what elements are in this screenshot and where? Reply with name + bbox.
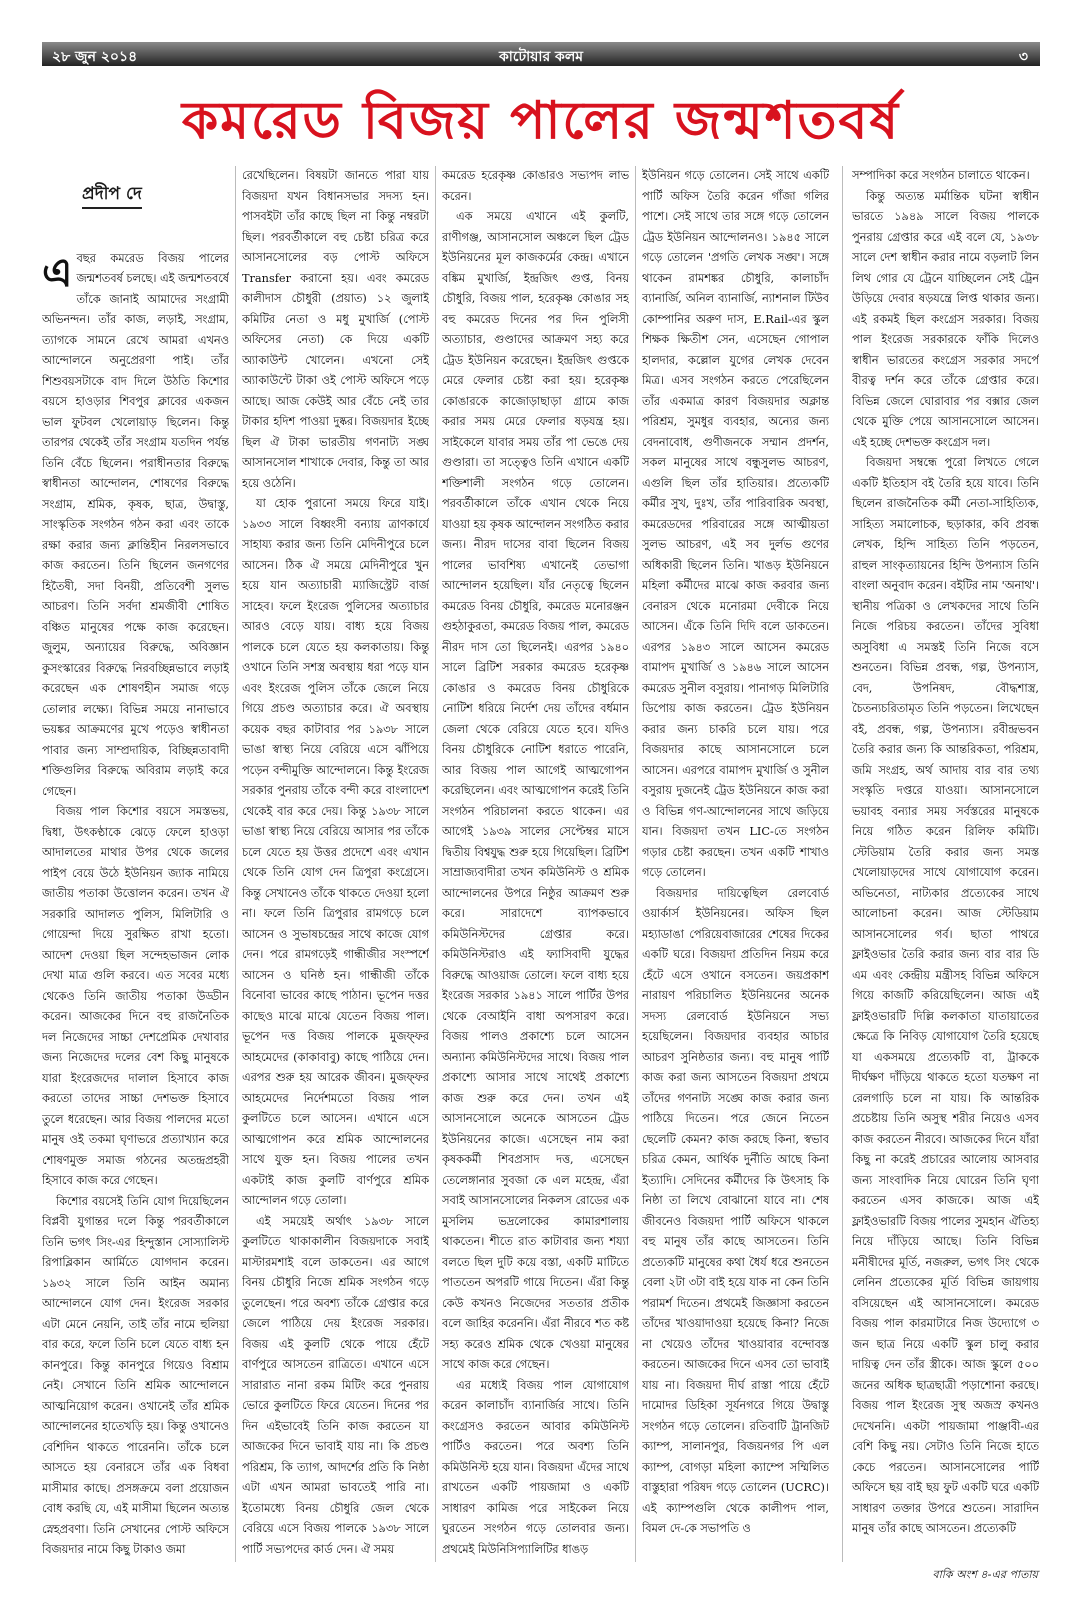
- paragraph: যা হোক পুরানো সময়ে ফিরে যাই। ১৯৩৩ সালে বিধ্বংসী বন্যায় ত্রাণকার্যে সাহায্য করার জন্য তিনি মেদিনীপুরে চলে আসেন। ঠিক ঐ সময়ে মেদিনীপুরে খুন হয়ে যান অত্যাচারী ম্যাজিস্ট্রেট বার্জ সাহেব। ফলে ইংরেজ পুলিসের অত্যাচার আরও বেড়ে যায়। বাধ্য হয়ে বিজয় পালকে চলে যেতে হয় কলকাতায়। কিন্তু ওখানে তিনি সশস্ত্র অবস্থায় ধরা পড়ে যান এবং ইংরেজ পুলিস তাঁকে জেলে নিয়ে গিয়ে প্রচণ্ড অত্যাচার করে। ঐ অবস্থায় কয়েক বছর কাটাবার পর ১৯৩৮ সালে ভাঙা স্বাস্থ্য নিয়ে বেরিয়ে এসে ঝাঁপিয়ে পড়েন বন্দীমুক্তি আন্দোলনে। কিন্তু ইংরেজ সরকার পুনরায় তাঁকে বন্দী করে বাংলাদেশ থেকেই বার করে দেয়। কিন্তু ১৯৩৮ সালে ভাঙা স্বাস্থ্য নিয়ে বেরিয়ে আসার পর তাঁকে চলে যেতে হয় উত্তর প্রদেশে এবং এখান থেকে তিনি যোগ দেন ত্রিপুরা কংগ্রেসে। কিন্তু সেখানেও তাঁকে থাকতে দেওয়া হলো না। ফলে তিনি ত্রিপুরার রামগড়ে চলে আসেন ও সুভাষচন্দ্রের সাথে কাজে যোগ দেন। পরে রামগড়েই গান্ধীজীর সংস্পর্শে আসেন ও ঘনিষ্ঠ হন। গান্ধীজী তাঁকে বিনোবা ভাবের কাছে পাঠান। ভূপেন দত্তর কাছেও মাঝে মাঝে যেতেন বিজয় পাল। ভূপেন দত্ত বিজয় পালকে মুজফ্ফর আহমেদের (কাকাবাবু) কাছে পাঠিয়ে দেন। এরপর শুরু হয় আরেক জীবন। মুজফ্ফর আহমেদের নির্দেশমতো বিজয় পাল কুলটিতে চলে আসেন। এখানে এসে আত্মগোপন করে শ্রমিক আন্দোলনের সাথে যুক্ত হন। বিজয় পালের তখন একটাই কাজ কুলটি বার্ণপুরে শ্রমিক আন্দোলন গড়ে তোলা।: [242, 497, 429, 1207]
- paragraph: এই সময়েই অর্থাৎ ১৯৩৮ সালে কুলটিতে থাকাকালীন বিজয়দাকে সবাই মাস্টারমশাই বলে ডাকতেন। এর আগে বিনয় চৌধুরি নিজে শ্রমিক সংগঠন গড়ে তুলেছেন। পরে অবশ্য তাঁকে গ্রেপ্তার করে জেলে পাঠিয়ে দেয় ইংরেজ সরকার। বিজয় এই কুলটি থেকে পায়ে হেঁটে বার্ণপুরে আসতেন রাত্রিতে। এখানে এসে সারারাত নানা রকম মিটিং করে পুনরায় ভোরে কুলটিতে ফিরে যেতেন। দিনের পর দিন এইভাবেই তিনি কাজ করতেন যা আজকের দিনে ভাবাই যায় না। কি প্রচণ্ড পরিশ্রম, কি ত্যাগ, আদর্শের প্রতি কি নিষ্ঠা এটা এখন আমরা ভাবতেই পারি না। ইতোমধ্যে বিনয় চৌধুরি জেল থেকে বেরিয়ে এসে বিজয় পালকে ১৯৩৮ সালে পার্টি সভ্যপদের কার্ড দেন। ঐ সময়: [242, 1214, 429, 1556]
- column-divider: [635, 166, 636, 1562]
- paragraph: সম্পাদিকা করে সংগঠন চালাতে থাকেন।: [852, 169, 1030, 182]
- column-divider: [435, 166, 436, 1562]
- column-4: [642, 166, 829, 1562]
- column-5: [852, 166, 1039, 1562]
- paragraph: কিন্তু অত্যন্ত মর্মান্তিক ঘটনা স্বাধীন ভারতে ১৯৪৯ সালে বিজয় পালকে পুনরায় গ্রেপ্তার করে এই বলে যে, ১৯৩৮ সালে দেশ স্বাধীন করার নামে বড়লাট লিন লিথ গোর যে ট্রেনে যাচ্ছিলেন সেই ট্রেন উড়িয়ে দেবার ষড়যন্ত্রে লিপ্ত থাকার জন্য। এই রকমই ছিল কংগ্রেস সরকার। বিজয় পাল ইংরেজ সরকারকে ফাঁকি দিলেও স্বাধীন ভারতের কংগ্রেস সরকার সদর্পে বীরত্ব দর্শন করে তাঁকে গ্রেপ্তার করে। বিভিন্ন জেলে ঘোরাবার পর বক্সার জেল থেকে মুক্তি পেয়ে আসানসোলে আসেন। এই হচ্ছে দেশভক্ত কংগ্রেস দল।: [852, 189, 1039, 449]
- column-divider: [235, 166, 236, 1562]
- paragraph: এক সময়ে এখানে এই কুলটি, রাণীগঞ্জ, আসানসোল অঞ্চলে ছিল ট্রেড ইউনিয়নের মূল কাজকর্মের কেন্দ্র। এখানে বঙ্কিম মুখার্জি, ইন্দ্রজিৎ গুপ্ত, বিনয় চৌধুরি, বিজয় পাল, হরেকৃষ্ণ কোঙার সহ বহু কমরেড দিনের পর দিন পুলিসী অত্যাচার, গুণ্ডাদের আক্রমণ সহ্য করে ট্রেড ইউনিয়ন করেছেন। ইন্দ্রজিৎ গুপ্তকে মেরে ফেলার চেষ্টা করা হয়। হরেকৃষ্ণ কোঙারকে কাজোড়াছাড়া গ্রামে কাজ করার সময় মেরে ফেলার ষড়যন্ত্র হয়। সাইকেলে যাবার সময় তাঁর পা ভেঙে দেয় গুণ্ডারা। তা সত্ত্বেও তিনি এখানে একটি শক্তিশালী সংগঠন গড়ে তোলেন। পরবর্তীকালে তাঁকে এখান থেকে নিয়ে যাওয়া হয় কৃষক আন্দোলন সংগঠিত করার জন্য। নীরদ দাসের বাবা ছিলেন বিজয় পালের ভাবশিষ্য এখানেই তেভাগা আন্দোলন হয়েছিল। যাঁর নেতৃত্বে ছিলেন কমরেড বিনয় চৌধুরি, কমরেড মনোরঞ্জন গুহঠাকুরতা, কমরেড বিজয় পাল, কমরেড নীরদ দাস তো ছিলেনই। এরপর ১৯৪০ সালে ব্রিটিশ সরকার কমরেড হরেকৃষ্ণ কোঙার ও কমরেড বিনয় চৌধুরিকে নোটিশ ধরিয়ে নির্দেশ দেয় তাঁদের বর্ধমান জেলা থেকে বেরিয়ে যেতে হবে। যদিও বিনয় চৌধুরিকে নোটিশ ধরাতে পারেনি, আর বিজয় পাল আগেই আত্মগোপন করেছিলেন। এবং আত্মগোপন করেই তিনি সংগঠন পরিচালনা করতে থাকেন। এর আগেই ১৯৩৯ সালের সেপ্টেম্বর মাসে দ্বিতীয় বিশ্বযুদ্ধ শুরু হয়ে গিয়েছিল। ব্রিটিশ সাম্রাজ্যবাদীরা তখন কমিউনিস্ট ও শ্রমিক আন্দোলনের উপরে নিষ্ঠুর আক্রমণ শুরু করে। সারাদেশে ব্যাপকভাবে কমিউনিস্টদের গ্রেপ্তার করে। কমিউনিস্টরাও এই ফ্যাসিবাদী যুদ্ধের বিরুদ্ধে আওয়াজ তোলে। ফলে বাধ্য হয়ে ইংরেজ সরকার ১৯৪১ সালে পার্টির উপর থেকে বেআইনি বাধা অপসারণ করে। বিজয় পালও প্রকাশ্যে চলে আসেন অন্যান্য কমিউনিস্টদের সাথে। বিজয় পাল প্রকাশ্যে আসার সাথে সাথেই প্রকাশ্যে কাজ শুরু করে দেন। তখন এই আসানসোলে অনেকে আসতেন ট্রেড ইউনিয়নের কাজে। এসেছেন নাম করা কৃষককর্মী শিবপ্রসাদ দত্ত, এসেছেন তেলেঙ্গানার সুবজা কে এল মহেন্দ্র, এঁরা সবাই আসানসোলের নিকলস রোডের এক মুসলিম ভদ্রলোকের কামারশালায় থাকতেন। শীতে রাত কাটাবার জন্য শয্যা বলতে ছিল দুটি কয়ে বস্তা, একটি মাটিতে পাততেন অপরটি গায়ে দিতেন। এঁরা কিন্তু কেউ কখনও নিজেদের সততার প্রতীক বলে জাহির করেননি। এঁরা নীরবে শত কষ্ট সহ্য করেও শ্রমিক থেকে খেওয়া মানুষের সাথে কাজ করে গেছেন।: [442, 210, 629, 1371]
- paragraph: এবছর কমরেড বিজয় পালের জন্মশতবর্ষ চলছে। এই জন্মশতবর্ষে তাঁকে জানাই আমাদের সংগ্রামী অভিনন্দন। তাঁর কাজ, লড়াই, সংগ্রাম, ত্যাগকে সামনে রেখে আমরা এখনও আন্দোলনে অনুপ্রেরণা পাই। তাঁর শিশুবয়সটাকে বাদ দিলে উঠতি কিশোর বয়সে হাওড়ার শিবপুর ক্লাবের একজন ভাল ফুটবল খেলোয়াড় ছিলেন। কিন্তু তারপর থেকেই তাঁর সংগ্রাম যতদিন পর্যন্ত তিনি বেঁচে ছিলেন। পরাধীনতার বিরুদ্ধে স্বাধীনতা আন্দোলন, শোষণের বিরুদ্ধে সংগ্রাম, শ্রমিক, কৃষক, ছাত্র, উদ্বাস্তু, সাংস্কৃতিক সংগঠন গঠন করা এবং তাকে রক্ষা করার জন্য ক্লান্তিহীন নিরলসভাবে কাজ করতেন। তিনি ছিলেন জনগণের হিতৈষী, সদা বিনয়ী, প্রতিবেশী সুলভ আচরণ। তিনি সর্বদা শ্রমজীবী শোষিত বঞ্চিত মানুষের পক্ষে কাজ করেছেন। জুলুম, অন্যায়ের বিরুদ্ধে, অবিজ্ঞান কুসংস্কারের বিরুদ্ধে নিরবচ্ছিন্নভাবে লড়াই করেছেন এক শোষণহীন সমাজ গড়ে তোলার লক্ষ্যে। বিভিন্ন সময়ে নানাভাবে ভয়ঙ্কর আক্রমণের মুখে পড়েও স্বাধীনতা পাবার জন্য সাম্প্রদায়িক, বিচ্ছিন্নতাবাদী শক্তিগুলির বিরুদ্ধে অবিরাম লড়াই করে গেছেন।: [42, 248, 229, 798]
- paragraph: কমরেড হরেকৃষ্ণ কোঙারও সভ্যপদ লাভ করেন।: [442, 169, 629, 203]
- column-1: [42, 166, 229, 1562]
- drop-cap: এ: [42, 248, 73, 296]
- paragraph: কিশোর বয়সেই তিনি যোগ দিয়েছিলেন বিপ্লবী যুগান্তর দলে কিন্তু পরবর্তীকালে তিনি ভগৎ সিং-এর হিন্দুস্তান সোস্যালিস্ট রিপাব্লিকান আর্মিতে যোগদান করেন। ১৯৩২ সালে তিনি আইন অমান্য আন্দোলনে যোগ দেন। ইংরেজ সরকার এটা মেনে নেয়নি, তাই তাঁর নামে হুলিয়া বার করে, ফলে তিনি চলে যেতে বাধ্য হন কানপুরে। কিন্তু কানপুরে গিয়েও বিশ্রাম নেই। সেখানে তিনি শ্রমিক আন্দোলনে আত্মনিয়োগ করেন। ওখানেই তাঁর শ্রমিক আন্দোলনের হাতেখড়ি হয়। কিন্তু ওখানেও বেশিদিন থাকতে পারেননি। তাঁকে চলে আসতে হয় বেনারসে তাঁর এক বিধবা মাসীমার কাছে। প্রসঙ্গক্রমে বলা প্রয়োজন বোধ করছি যে, এই মাসীমা ছিলেন অত্যন্ত স্নেহপ্রবণা। তিনি সেখানের পোস্ট অফিসে বিজয়দার নামে কিছু টাকাও জমা: [42, 1194, 229, 1556]
- paragraph: বিজয়দার দায়িত্বেছিল রেলবোর্ড ওয়ার্কার্স ইউনিয়নের। অফিস ছিল মহ্যাডাঙা পেরিয়েবাজারের শেষের দিকের একটি ঘরে। বিজয়দা প্রতিদিন নিয়ম করে হেঁটে এসে ওখানে বসতেন। জয়প্রকাশ নারায়ণ পরিচালিত ইউনিয়নের অনেক সদস্য রেলবোর্ড ইউনিয়নে সভ্য হয়েছিলেন। বিজয়দার ব্যবহার আচার আচরণ সুনিষ্ঠতার জন্য। বহু মানুষ পার্টি কাজ করা জন্য আসতেন বিজয়দা প্রথমে তাঁদের গণনাট্য সঙ্ঘে কাজ করার জন্য পাঠিয়ে দিতেন। পরে জেনে নিতেন ছেলেটি কেমন? কাজ করছে কিনা, স্বভাব চরিত্র কেমন, আর্থিক দুর্নীতি আছে কিনা ইত্যাদি। সেদিনের কর্মীদের কি উৎসাহ কি নিষ্ঠা তা লিখে বোঝানো যাবে না। শেষ জীবনেও বিজয়দা পার্টি অফিসে থাকলে বহু মানুষ তাঁর কাছে আসতেন। তিনি প্রত্যেকটি মানুষের কথা ধৈর্য ধরে শুনতেন বেলা ২টা ৩টা বাই হয়ে যাক না কেন তিনি পরামর্শ দিতেন। প্রথমেই জিজ্ঞাসা করতেন তাঁদের খাওয়াদাওয়া হয়েছে কিনা? নিজে না খেয়েও তাঁদের খাওয়াবার বন্দোবস্ত করতেন। আজকের দিনে এসব তো ভাবাই যায় না। বিজয়দা দীর্ঘ রাস্তা পায়ে হেঁটে দামোদর ডিহিকা সূর্যনগরে গিয়ে উদ্বাস্তু সংগঠন গড়ে তোলেন। রতিবাটি ট্রানজিট ক্যাম্প, সালানপুর, বিজয়নগর পি এল ক্যাম্প, বোগড়া মহিলা ক্যাম্পে সম্মিলিত বাস্তুহারা পরিষদ গড়ে তোলেন (UCRC)। এই ক্যাম্পগুলি থেকে কালীপদ পাল, বিমল দে-কে সভাপতি ও: [642, 886, 829, 1535]
- continued-on-page-note: বাকি অংশ ৪-এর পাতায়: [932, 1568, 1038, 1581]
- paragraph: বিজয়দা সম্বন্ধে পুরো লিখতে গেলে একটি ইতিহাস বই তৈরি হয়ে যাবে। তিনি ছিলেন রাজনৈতিক কর্মী নেতা-সাহিত্যিক, সাহিত্য সমালোচক, ছড়াকার, কবি প্রবন্ধ লেখক, হিন্দি সাহিত্য তিনি পড়তেন, রাহুল সাংকৃত্যায়নের হিন্দি উপন্যাস তিনি বাংলা অনুবাদ করেন। বইটির নাম 'অনাথ'। স্থানীয় পত্রিকা ও লেখকদের সাথে তিনি নিজে পরিচয় করতেন। তাঁদের সুবিধা অসুবিধা এ সমস্তই তিনি নিজে বসে শুনতেন। বিভিন্ন প্রবন্ধ, গল্প, উপন্যাস, বেদ, উপনিষদ, বৌদ্ধশাস্ত্র, চৈতন্যচরিতামৃত তিনি পড়তেন। লিখেছেন বই, প্রবন্ধ, গল্প, উপন্যাস। রবীন্দ্রভবন তৈরি করার জন্য কি আন্তরিকতা, পরিশ্রম, জমি সংগ্রহ, অর্থ আদায় বার বার তথ্য সংস্কৃতি দপ্তরে যাওয়া। আসানসোলে ভয়াবহ বন্যার সময় সর্বস্তরের মানুষকে নিয়ে গঠিত করেন রিলিফ কমিটি। স্টেডিয়াম তৈরি করার জন্য সমস্ত খেলোয়াড়দের সাথে যোগাযোগ করেন। অভিনেতা, নাট্যকার প্রত্যেকের সাথে আলোচনা করেন। আজ স্টেডিয়াম আসানসোলের গর্ব। ছাতা পাথরে ফ্লাইওভার তৈরি করার জন্য বার বার ডি এম এবং কেন্দ্রীয় মন্ত্রীসহ বিভিন্ন অফিসে গিয়ে কাজটি করিয়েছিলেন। আজ এই ফ্লাইওভারটি দিল্লি কলকাতা যাতায়াতের ক্ষেত্রে কি নিবিড় যোগাযোগ তৈরি হয়েছে যা একসময়ে প্রত্যেকটি বা, ট্রাককে দীর্ঘক্ষণ দাঁড়িয়ে থাকতে হতো যতক্ষণ না রেলগাড়ি চলে না যায়। কি আন্তরিক প্রচেষ্টায় তিনি অসুস্থ শরীর নিয়েও এসব কাজ করতেন নীরবে। আজকের দিনে যাঁরা কিছু না করেই প্রচারের আলোয় আসবার জন্য সাংবাদিক নিয়ে ঘোরেন তিনি ঘৃণা করতেন এসব কাজকে। আজ এই ফ্লাইওভারটি বিজয় পালের সুমহান ঐতিহ্য নিয়ে দাঁড়িয়ে আছে। তিনি বিভিন্ন মনীষীদের মূর্তি, নজরুল, ভগৎ সিং থেকে লেনিন প্রত্যেকের মূর্তি বিভিন্ন জায়গায় বসিয়েছেন এই আসানসোলে। কমরেড বিজয় পাল কারমাটারে নিজ উদ্যোগে ৩ জন ছাত্র নিয়ে একটি স্কুল চালু করার দায়িত্ব দেন তাঁর স্ত্রীকে। আজ স্কুলে ৫০০ জনের অধিক ছাত্রছাত্রী পড়াশোনা করছে। বিজয় পাল ইংরেজ সুস্থ অজস্র কখনও দেখেননি। একটা পায়জামা পাঞ্জাবী-এর বেশি কিছু নয়। সেটাও তিনি নিজে হাতে কেচে পরতেন। আসানসোলের পার্টি অফিসে ছয় বাই ছয় ফুট একটি ঘরে একটি সাধারণ তক্তার উপরে শুতেন। সারাদিন মানুষ তাঁর কাছে আসতেন। প্রত্যেকটি: [852, 456, 1039, 1535]
- newspaper-name: কাটোয়ার কলম: [498, 49, 584, 65]
- article-headline: কমরেড বিজয় পালের জন্মশতবর্ষ: [181, 91, 901, 151]
- paragraph: এর মধ্যেই বিজয় পাল যোগাযোগ করেন কালাচাঁদ ব্যানার্জির সাথে। তিনি কংগ্রেসও করতেন আবার কমিউনিস্ট পার্টিও করতেন। পরে অবশ্য তিনি কমিউনিস্ট হয়ে যান। বিজয়দা এঁদের সাথে রাখতেন একটি পায়জামা ও একটি সাধারণ কামিজ পরে সাইকেল নিয়ে ঘুরতেন সংগঠন গড়ে তোলবার জন্য। প্রথমেই মিউনিসিপ্যালিটির ধাঙড়: [442, 1378, 629, 1556]
- page-header-bar: [42, 42, 1040, 66]
- column-3: [442, 166, 629, 1562]
- column-2: [242, 166, 429, 1562]
- paragraph: ইউনিয়ন গড়ে তোলেন। সেই সাথে একটি পার্টি অফিস তৈরি করেন গাঁজা গলির পাশে। সেই সাথে তার সঙ্গে গড়ে তোলেন ট্রেড ইউনিয়ন আন্দোলনও। ১৯৪৫ সালে গড়ে তোলেন 'প্রগতি লেখক সঙ্ঘ'। সঙ্গে থাকেন রামশঙ্কর চৌধুরি, কালাচাঁদ ব্যানার্জি, অনিল ব্যানার্জি, ন্যাশনাল টিউব কোম্পানির অরুণ দাস, E.Rail-এর স্কুল শিক্ষক ক্ষিতীশ সেন, এসেছেন গোপাল হালদার, কল্লোল যুগের লেখক দেবেন মিত্র। এসব সংগঠন করতে পেরেছিলেন তাঁর একমাত্র কারণ বিজয়দার অক্লান্ত পরিশ্রম, সুমধুর ব্যবহার, অন্যের জন্য বেদনাবোধ, গুণীজনকে সম্মান প্রদর্শন, সকল মানুষের সাথে বন্ধুসুলভ আচরণ, এগুলি ছিল তাঁর হাতিয়ার। প্রত্যেকটি কর্মীর সুখ, দুঃখ, তাঁর পারিবারিক অবস্থা, কমরেডদের পরিবারের সঙ্গে আত্মীয়তা সুলভ আচরণ, এই সব দুর্লভ গুণের অধিকারী ছিলেন তিনি। খাঙড় ইউনিয়নে মহিলা কর্মীদের মাঝে কাজ করবার জন্য বেনারস থেকে মনোরমা দেবীকে নিয়ে আসেন। এঁকে তিনি দিদি বলে ডাকতেন। এরপর ১৯৪৩ সালে আসেন কমরেড বামাপদ মুখার্জি ও ১৯৪৬ সালে আসেন কমরেড সুনীল বসুরায়। পানাগড় মিলিটারি ডিপোয় কাজ করতেন। ট্রেড ইউনিয়ন করার জন্য চাকরি চলে যায়। পরে বিজয়দার কাছে আসানসোলে চলে আসেন। এরপরে বামাপদ মুখার্জি ও সুনীল বসুরায় দুজনেই ট্রেড ইউনিয়নে কাজ করা ও বিভিন্ন গণ-আন্দোলনের সাথে জড়িয়ে যান। বিজয়দা তখন LIC-তে সংগঠন গড়ার চেষ্টা করছেন। তখন একটি শাখাও গড়ে তোলেন।: [642, 169, 829, 879]
- issue-date: ২৮ জুন ২০১৪: [52, 49, 138, 65]
- column-divider: [842, 166, 843, 1562]
- article-body: [42, 166, 1040, 1562]
- paragraph: রেখেছিলেন। বিষয়টা জানতে পারা যায় বিজয়দা যখন বিধানসভার সদস্য হন। পাসবইটা তাঁর কাছে ছিল না কিন্তু নম্বরটা ছিল। পরবর্তীকালে বহু চেষ্টা চরিত্র করে আসানসোলের বড় পোস্ট অফিসে Transfer করানো হয়। এবং কমরেড কালীদাস চৌধুরী (প্রয়াত) ১২ জুলাই কমিটির নেতা ও মধু মুখার্জি (পোস্ট অফিসের নেতা) কে দিয়ে একটি অ্যাকাউন্ট খোলেন। এখনো সেই অ্যাকাউন্টে টাকা ওই পোস্ট অফিসে পড়ে আছে। আজ কেউই আর বেঁচে নেই তার টাকার হদিশ পাওয়া দুষ্কর। বিজয়দার ইচ্ছে ছিল ঐ টাকা ভারতীয় গণনাট্য সঙ্ঘ আসানসোল শাখাকে দেবার, কিন্তু তা আর হয়ে ওঠেনি।: [242, 169, 429, 490]
- page-number: ৩: [1018, 49, 1028, 65]
- author-byline: প্রদীপ দে: [82, 184, 142, 209]
- paragraph: বিজয় পাল কিশোর বয়সে সমস্তভয়, দ্বিধা, উৎকণ্ঠাকে ঝেড়ে ফেলে হাওড়া আদালতের মাথার উপর থেকে জলের পাইপ বেয়ে উঠে ইউনিয়ন জ্যাক নামিয়ে জাতীয় পতাকা উত্তোলন করেন। তখন ঐ সরকারি আদালত পুলিস, মিলিটারি ও গোয়েন্দা দিয়ে সুরক্ষিত রাখা হতো। আদেশ দেওয়া ছিল সন্দেহভাজন লোক দেখা মাত্র গুলি করবে। এত সবের মধ্যে থেকেও তিনি জাতীয় পতাকা উড্ডীন করেন। আজকের দিনে বহু রাজনৈতিক দল নিজেদের সাচ্চা দেশপ্রেমিক দেখাবার জন্য নিজেদের দলের বেশ কিছু মানুষকে যারা ইংরেজদের দালাল হিসাবে কাজ করতো তাদের সাচ্চা দেশভক্ত হিসাবে তুলে ধরেছেন। আর বিজয় পালদের মতো মানুষ ওই তকমা ঘৃণাভরে প্রত্যাখ্যান করে শোষণমুক্ত সমাজ গঠনের অতন্দ্রপ্রহরী হিসাবে কাজ করে গেছেন।: [42, 805, 229, 1187]
